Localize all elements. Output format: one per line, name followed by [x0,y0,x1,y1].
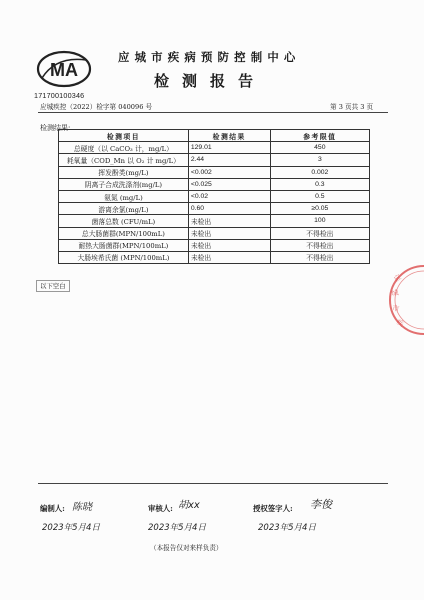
table-row [59,178,370,190]
result-cell: 2.44 [188,154,270,166]
svg-text:疾: 疾 [394,317,406,329]
prepared-by-signature: 陈晓 [72,502,92,513]
prepared-date: 2023年5月4日 [42,523,100,533]
reviewer-signature: 胡xx [178,500,200,511]
ref-cell: 100 [270,215,369,227]
reviewer-date: 2023年5月4日 [148,523,206,533]
result-cell: 未检出 [188,239,270,251]
signatory-date: 2023年5月4日 [258,523,316,533]
item-cell: 菌落总数 (CFU/mL) [59,215,189,227]
result-cell: 129.01 [188,142,270,154]
col-header-result: 检测结果 [188,130,270,142]
table-row [59,166,370,178]
table-row [59,190,370,202]
cert-number: 171700100346 [34,91,85,100]
table-row [59,227,370,239]
authorized-signatory-signature: 李俊 [310,498,332,511]
item-cell: 总大肠菌群(MPN/100mL) [59,227,189,239]
report-title: 检测报告 [154,72,267,90]
result-cell: 0.60 [188,203,270,215]
ref-cell: 0.5 [270,190,369,202]
svg-text:应: 应 [392,273,403,284]
col-header-item: 检测项目 [59,130,189,142]
ref-cell: ≥0.05 [270,203,369,215]
reviewer-label: 审核人: [148,504,173,513]
result-cell: <0.025 [188,178,270,190]
table-row [59,215,370,227]
item-cell: 挥发酚类(mg/L) [59,166,189,178]
blank-below-note: 以下空白 [36,280,70,292]
ref-cell: 不得检出 [270,251,369,263]
page-number: 第 3 页共 3 页 [330,103,374,111]
header-divider [38,112,388,113]
svg-text:城: 城 [390,288,400,298]
ref-cell: 3 [270,154,369,166]
table-row [59,239,370,251]
result-cell: 未检出 [188,251,270,263]
results-table [58,129,370,264]
item-cell: 游离余氯(mg/L) [59,203,189,215]
footnote-disclaimer: （本报告仅对来样负责） [150,544,223,552]
report-number: 应城疾控（2022）检字第 040096 号 [40,103,153,111]
logo-text: MA [50,60,78,80]
item-cell: 阴离子合成洗涤剂(mg/L) [59,178,189,190]
ref-cell: 不得检出 [270,227,369,239]
result-cell: 未检出 [188,227,270,239]
svg-text:市: 市 [391,304,400,314]
col-header-ref: 参考限值 [270,130,369,142]
prepared-by-label: 编制人: [40,504,65,513]
item-cell: 耐热大肠菌群(MPN/100mL) [59,239,189,251]
item-cell: 氨氮 (mg/L) [59,190,189,202]
item-cell: 耗氧量（COD_Mn 以 O₂ 计 mg/L） [59,154,189,166]
table-header-row [59,130,370,142]
authorized-signatory-label: 授权签字人: [253,504,293,513]
result-cell: 未检出 [188,215,270,227]
table-row [59,203,370,215]
result-cell: <0.002 [188,166,270,178]
item-cell: 总硬度（以 CaCO₃ 计，mg/L） [59,142,189,154]
item-cell: 大肠埃希氏菌 (MPN/100mL) [59,251,189,263]
section-title: 检测结果: [40,124,71,132]
table-row [59,142,370,154]
result-cell: <0.02 [188,190,270,202]
ref-cell: 0.002 [270,166,369,178]
ref-cell: 450 [270,142,369,154]
ref-cell: 不得检出 [270,239,369,251]
table-row [59,154,370,166]
table-row [59,251,370,263]
footer-divider [38,483,388,484]
organization-name: 应城市疾病预防控制中心 [118,50,301,64]
ref-cell: 0.3 [270,178,369,190]
cma-logo [36,48,92,90]
official-seal-stamp [372,260,424,340]
